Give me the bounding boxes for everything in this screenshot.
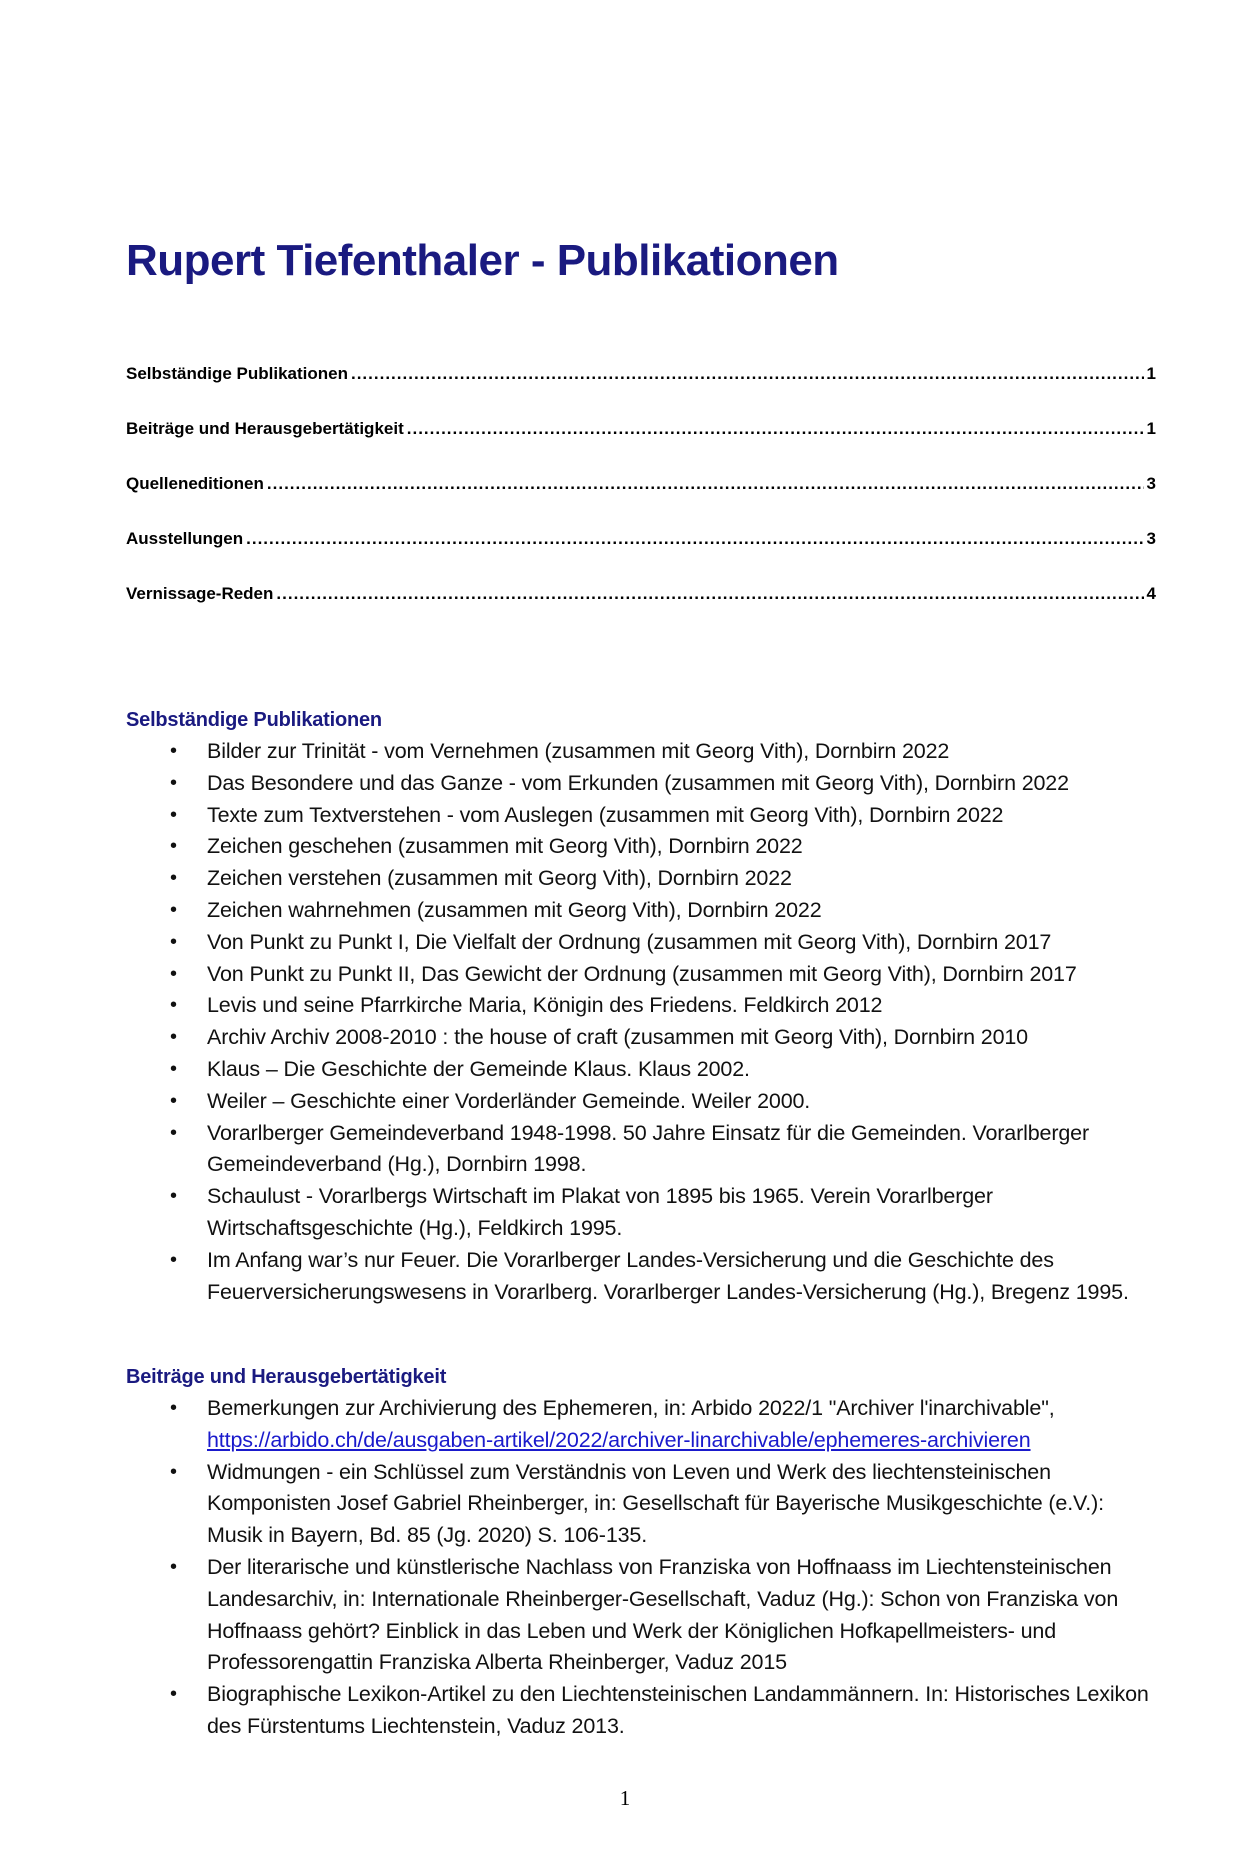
list-item — [126, 1086, 1156, 1118]
list-item — [126, 1054, 1156, 1086]
list-item — [126, 1679, 1156, 1743]
list-item-text: Zeichen geschehen (zusammen mit Georg Vith), Dornbirn 2022 — [207, 834, 803, 859]
list-item — [126, 1245, 1156, 1309]
bullet-icon: • — [170, 898, 177, 921]
list-item-text: Das Besondere und das Ganze - vom Erkunden (zusammen mit Georg Vith), Dornbirn 2022 — [207, 770, 1069, 795]
list-item-text: Von Punkt zu Punkt I, Die Vielfalt der Ordnung (zusammen mit Georg Vith), Dornbirn 2017 — [207, 929, 1052, 954]
list-item — [126, 1457, 1156, 1552]
table-of-contents — [126, 364, 1156, 639]
list-item — [126, 927, 1156, 959]
bullet-icon: • — [170, 1121, 177, 1144]
list-item-text: Levis und seine Pfarrkirche Maria, Königin des Friedens. Feldkirch 2012 — [207, 993, 883, 1018]
toc-page-number: 1 — [1146, 419, 1156, 438]
toc-label[interactable]: Quelleneditionen — [126, 474, 264, 493]
list-item — [126, 1181, 1156, 1245]
toc-entry-selbstaendige[interactable] — [126, 364, 1156, 419]
list-item — [126, 831, 1156, 863]
publication-list — [126, 736, 1156, 1308]
list-item — [126, 895, 1156, 927]
section-selbstaendige-publikationen — [126, 709, 1156, 1308]
list-item-text: Widmungen - ein Schlüssel zum Verständnis von Leven und Werk des liechtensteinischen Komponisten Josef Gabriel Rheinberger, in: Gesellschaft für Bayerische Musikgeschichte (e.V.): Musik in Bayern, Bd. 85 (Jg. 2020) S. 106-135. — [207, 1459, 1104, 1548]
toc-page-number: 4 — [1146, 584, 1156, 603]
section-heading: Selbständige Publikationen — [126, 709, 382, 731]
toc-label[interactable]: Selbständige Publikationen — [126, 364, 348, 383]
list-item-text: Archiv Archiv 2008-2010 : the house of craft (zusammen mit Georg Vith), Dornbirn 2010 — [207, 1025, 1028, 1050]
list-item-text: Vorarlberger Gemeindeverband 1948-1998. 50 Jahre Einsatz für die Gemeinden. Vorarlberger Gemeindeverband (Hg.), Dornbirn 1998. — [207, 1120, 1089, 1177]
toc-label[interactable]: Vernissage-Reden — [126, 584, 274, 603]
list-item — [126, 1118, 1156, 1182]
bullet-icon: • — [170, 962, 177, 985]
publication-list — [126, 1393, 1156, 1743]
bullet-icon: • — [170, 1555, 177, 1578]
bullet-icon: • — [170, 1397, 177, 1419]
toc-page-number: 3 — [1146, 529, 1156, 548]
toc-entry-beitraege[interactable] — [126, 419, 1156, 474]
toc-entry-quelleneditionen[interactable] — [126, 474, 1156, 529]
list-item-text: Der literarische und künstlerische Nachlass von Franziska von Hoffnaass im Liechtensteinischen Landesarchiv, in: Internationale Rheinberger-Gesellschaft, Vaduz (Hg.): Schon von Franziska von Hoffnaass gehört? Einblick in das Leben und Werk der Königlichen Hofkapellmeisters- und Professorengattin Franziska Alberta Rheinberger, Vaduz 2015 — [207, 1554, 1119, 1675]
list-item-text: Biographische Lexikon-Artikel zu den Liechtensteinischen Landammännern. In: Historisches Lexikon des Fürstentums Liechtenstein, Vaduz 2013. — [207, 1682, 1149, 1738]
list-item-text: Texte zum Textverstehen - vom Auslegen (zusammen mit Georg Vith), Dornbirn 2022 — [207, 802, 1004, 827]
bullet-icon: • — [170, 1185, 177, 1208]
list-item — [126, 1552, 1156, 1679]
toc-page-number: 3 — [1146, 474, 1156, 493]
toc-leader-dots — [407, 419, 1144, 439]
list-item — [126, 800, 1156, 832]
toc-leader-dots — [267, 474, 1144, 494]
list-item-text: Bemerkungen zur Archivierung des Ephemeren, in: Arbido 2022/1 "Archiver l'inarchivable", — [207, 1396, 1055, 1420]
list-item — [126, 990, 1156, 1022]
section-beitraege-herausgebertaetigkeit — [126, 1366, 1156, 1743]
list-item — [126, 863, 1156, 895]
toc-entry-ausstellungen[interactable] — [126, 529, 1156, 584]
list-item — [126, 768, 1156, 800]
toc-leader-dots — [246, 529, 1143, 549]
toc-leader-dots — [351, 364, 1144, 384]
bullet-icon: • — [170, 930, 177, 953]
bullet-icon: • — [170, 1026, 177, 1049]
bullet-icon: • — [170, 1057, 177, 1080]
list-item-text: Zeichen wahrnehmen (zusammen mit Georg Vith), Dornbirn 2022 — [207, 897, 822, 922]
toc-page-number: 1 — [1146, 364, 1156, 383]
bullet-icon: • — [170, 994, 177, 1017]
toc-leader-dots — [276, 584, 1143, 604]
list-item — [126, 1022, 1156, 1054]
section-heading: Beiträge und Herausgebertätigkeit — [126, 1366, 447, 1388]
toc-label[interactable]: Beiträge und Herausgebertätigkeit — [126, 419, 404, 438]
bullet-icon: • — [170, 771, 177, 794]
list-item-text: Schaulust - Vorarlbergs Wirtschaft im Plakat von 1895 bis 1965. Verein Vorarlberger Wirtschaftsgeschichte (Hg.), Feldkirch 1995. — [207, 1184, 993, 1240]
bullet-icon: • — [170, 1248, 177, 1271]
list-item-text: Im Anfang war’s nur Feuer. Die Vorarlberger Landes-Versicherung und die Geschichte des Feuerversicherungswesens in Vorarlberg. Vorarlberger Landes-Versicherung (Hg.), Bregenz 1995. — [207, 1247, 1129, 1304]
list-item — [126, 959, 1156, 991]
list-item-text: Weiler – Geschichte einer Vorderländer Gemeinde. Weiler 2000. — [207, 1088, 811, 1113]
bullet-icon: • — [170, 1460, 177, 1483]
toc-entry-vernissage-reden[interactable] — [126, 584, 1156, 639]
toc-label[interactable]: Ausstellungen — [126, 529, 244, 548]
list-item — [126, 736, 1156, 768]
list-item-text: Klaus – Die Geschichte der Gemeinde Klaus. Klaus 2002. — [207, 1056, 750, 1081]
list-item-text: Von Punkt zu Punkt II, Das Gewicht der Ordnung (zusammen mit Georg Vith), Dornbirn 2017 — [207, 961, 1077, 986]
bullet-icon: • — [170, 835, 177, 858]
document-title: Rupert Tiefenthaler - Publikationen — [126, 236, 839, 285]
bullet-icon: • — [170, 867, 177, 890]
bullet-icon: • — [170, 1683, 177, 1706]
bullet-icon: • — [170, 1089, 177, 1112]
list-item-text: Zeichen verstehen (zusammen mit Georg Vith), Dornbirn 2022 — [207, 866, 792, 891]
list-item-text: Bilder zur Trinität - vom Vernehmen (zusammen mit Georg Vith), Dornbirn 2022 — [207, 739, 950, 763]
bullet-icon: • — [170, 803, 177, 826]
arbido-article-link[interactable]: https://arbido.ch/de/ausgaben-artikel/2022/archiver-linarchivable/ephemeres-archivieren — [207, 1427, 1031, 1452]
page-number: 1 — [619, 1786, 631, 1810]
list-item — [126, 1393, 1156, 1457]
bullet-icon: • — [170, 740, 177, 762]
